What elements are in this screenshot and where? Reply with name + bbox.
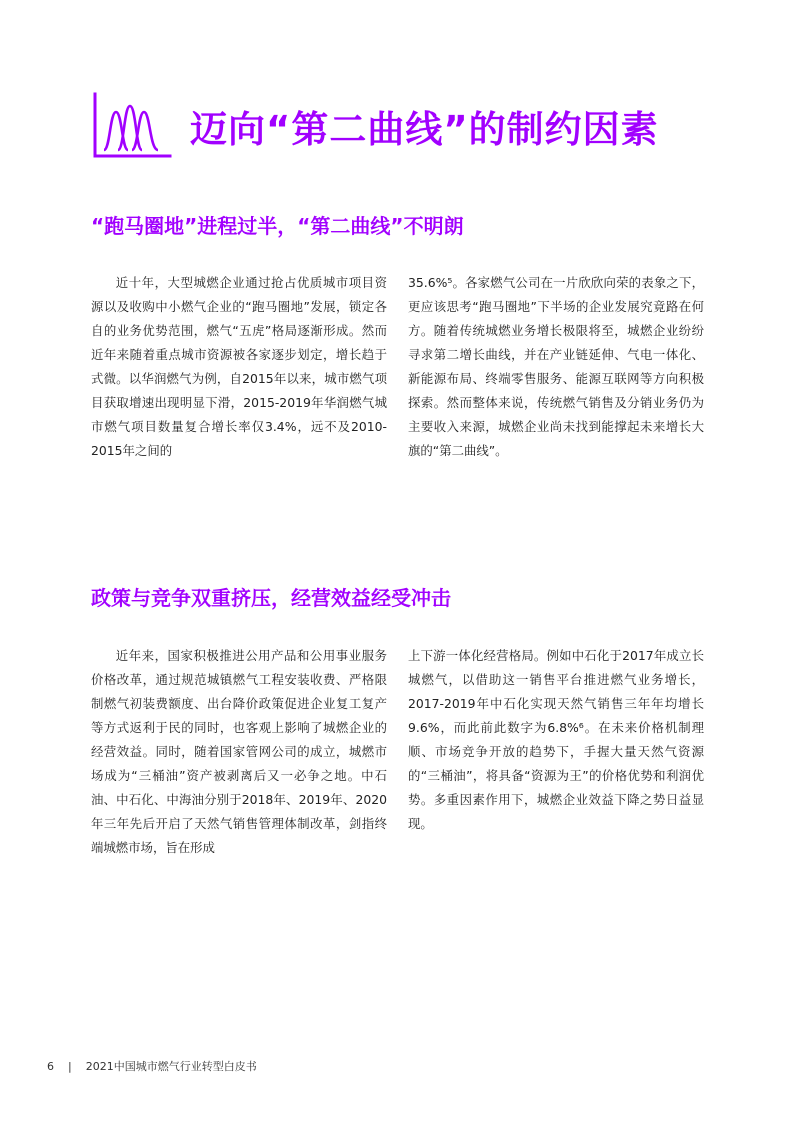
paragraph: 35.6%⁵。各家燃气公司在一片欣欣向荣的表象之下，更应该思考“跑马圈地”下半场的企业发展究竟路在何方。随着传统城燃业务增长极限将至，城燃企业纷纷寻求第二增长曲线，并在产业链延伸、气电一体化、新能源布局、终端零售服务、能源互联网等方向积极探索。然而整体来说，传统燃气销售及分销业务仍为主要收入来源，城燃企业尚未找到能撑起未来增长大旗的“第二曲线”。 (408, 275, 704, 458)
paragraph: 近年来，国家积极推进公用产品和公用事业服务价格改革，通过规范城镇燃气工程安装收费、严格限制燃气初装费额度、出台降价政策促进企业复工复产等方式返利于民的同时，也客观上影响了城燃企业的经营效益。同时，随着国家管网公司的成立，城燃市场成为“三桶油”资产被剥离后又一必争之地。中石油、中石化、中海油分别于2018年、2019年、2020年三年先后开启了天然气销售管理体制改革，剑指终端城燃市场，旨在形成 (91, 648, 387, 855)
page-footer (47, 1058, 257, 1074)
section-2-column-right (408, 644, 704, 836)
section-heading-1: “跑马圈地”进程过半，“第二曲线”不明朗 (91, 214, 464, 238)
wave-curves-icon (92, 92, 172, 160)
paragraph: 上下游一体化经营格局。例如中石化于2017年成立长城燃气，以借助这一销售平台推进燃气业务增长，2017-2019年中石化实现天然气销售三年年均增长9.6%，而此前此数字为6.8%⁶。在未来价格机制理顺、市场竞争开放的趋势下，手握大量天然气资源的“三桶油”，将具备“资源为王”的价格优势和利润优势。多重因素作用下，城燃企业效益下降之势日益显现。 (408, 648, 704, 831)
section-2-column-left (91, 644, 387, 860)
section-heading-2: 政策与竞争双重挤压，经营效益经受冲击 (91, 586, 451, 610)
page-number: 6 (47, 1060, 54, 1073)
page-title: 迈向“第二曲线”的制约因素 (190, 108, 659, 151)
paragraph: 近十年，大型城燃企业通过抢占优质城市项目资源以及收购中小燃气企业的“跑马圈地”发展，锁定各自的业务优势范围，燃气“五虎”格局逐渐形成。然而近年来随着重点城市资源被各家逐步划定，增长趋于式微。以华润燃气为例，自2015年以来，城市燃气项目获取增速出现明显下滑，2015-2019年华润燃气城市燃气项目数量复合增长率仅3.4%，远不及2010-2015年之间的 (91, 275, 387, 458)
publication-title: 2021中国城市燃气行业转型白皮书 (85, 1060, 257, 1073)
footer-separator: | (68, 1060, 72, 1073)
section-1-column-right (408, 271, 704, 463)
section-1-column-left (91, 271, 387, 463)
